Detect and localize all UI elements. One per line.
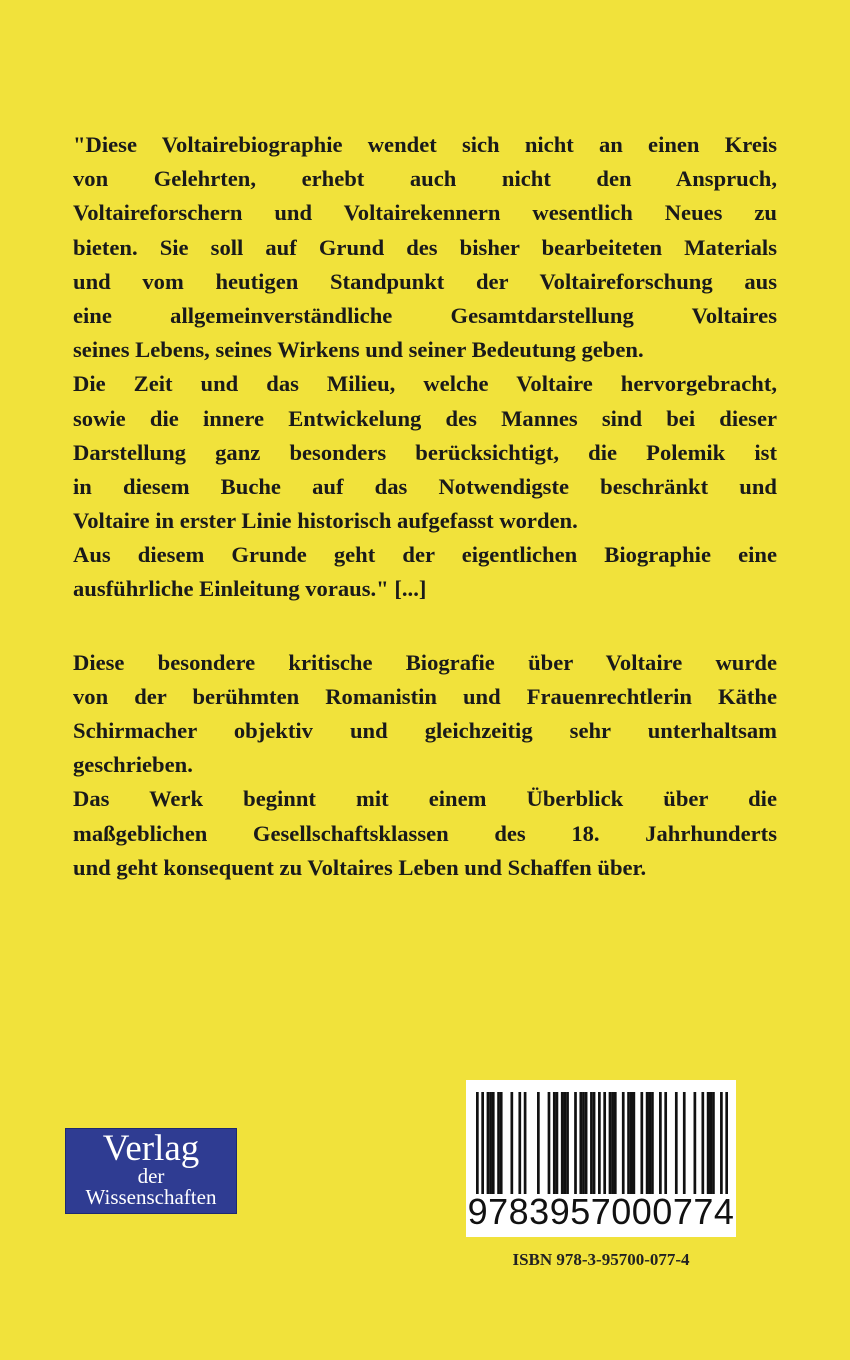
barcode-bar [487,1092,490,1194]
text-line: "Diese Voltairebiographie wendet sich nicht an einen Kreis [73,132,777,157]
barcode-bar [707,1092,710,1194]
barcode-bar [614,1092,617,1194]
barcode-bar [646,1092,649,1194]
text-line: sowie die innere Entwickelung des Mannes sind bei dieser [73,405,777,431]
barcode-bar [579,1092,582,1194]
text-line: bieten. Sie soll auf Grund des bisher bearbeiteten Materials [73,234,777,260]
barcode-bar [510,1092,513,1194]
barcode-digits: 9783957000774 [467,1191,735,1232]
barcode-bar [720,1092,723,1194]
text-line: Aus diesem Grunde geht der eigentlichen Biographie eine [73,542,777,568]
barcode-bar [593,1092,596,1194]
barcode-bar [630,1092,633,1194]
barcode-bar [712,1092,715,1194]
barcode-bar [481,1092,484,1194]
text-line: Die Zeit und das Milieu, welche Voltaire hervorgebracht, [73,371,777,397]
text-line: von Gelehrten, erhebt auch nicht den Anspruch, [73,166,777,192]
barcode-bar [611,1092,614,1194]
barcode-bar [659,1092,662,1194]
text-line: Voltaireforschern und Voltairekennern wesentlich Neues zu [73,200,777,226]
text-line: von der berühmten Romanistin und Frauenrechtlerin Käthe [73,683,777,709]
barcode-bar [709,1092,712,1194]
barcode-bar [566,1092,569,1194]
barcode-bar [651,1092,654,1194]
barcode-bar [492,1092,495,1194]
logo-line-verlag: Verlag [102,1128,200,1169]
barcode-bar [537,1092,540,1194]
barcode-bar [590,1092,593,1194]
back-cover-blurb [73,128,777,885]
barcode-bar [524,1092,527,1194]
barcode-bar [648,1092,651,1194]
barcode-bar [476,1092,479,1194]
barcode-bar [725,1092,728,1194]
barcode-bar [518,1092,521,1194]
barcode-bar [701,1092,704,1194]
barcode-bar [675,1092,678,1194]
barcode-bar [500,1092,503,1194]
text-line: maßgeblichen Gesellschaftsklassen des 18. Jahrhunderts [73,820,777,846]
barcode-bar [598,1092,601,1194]
blurb-paragraph-1 [73,128,777,607]
blurb-paragraph-2 [73,646,777,885]
barcode-bar [694,1092,697,1194]
barcode-bar [556,1092,559,1194]
barcode-bars [476,1092,728,1194]
barcode-bar [574,1092,577,1194]
barcode-bar [497,1092,500,1194]
text-line: eine allgemeinverständliche Gesamtdarstellung Voltaires [73,302,777,328]
barcode [466,1080,736,1237]
logo-line-der: der [137,1164,165,1188]
text-line: und vom heutigen Standpunkt der Voltaireforschung aus [73,268,777,294]
text-line: und geht konsequent zu Voltaires Leben und Schaffen über. [73,854,647,880]
barcode-bar [564,1092,567,1194]
text-line: Voltaire in erster Linie historisch aufgefasst worden. [73,508,578,534]
barcode-bar [561,1092,564,1194]
text-line: in diesem Buche auf das Notwendigste beschränkt und [73,473,777,499]
text-line: Schirmacher objektiv und gleichzeitig sehr unterhaltsam [73,718,777,743]
text-line: Das Werk beginnt mit einem Überblick über die [73,786,777,812]
barcode-bar [609,1092,612,1194]
isbn-number: ISBN 978-3-95700-077-4 [512,1250,690,1269]
barcode-bar [548,1092,551,1194]
publisher-logo [65,1128,237,1214]
barcode-bar [553,1092,556,1194]
text-line: Diese besondere kritische Biografie über Voltaire wurde [73,649,777,675]
barcode-bar [664,1092,667,1194]
barcode-bar [585,1092,588,1194]
barcode-bar [633,1092,636,1194]
barcode-bar [640,1092,643,1194]
logo-line-wissenschaften: Wissenschaften [85,1185,217,1209]
text-line: geschrieben. [73,752,193,778]
text-line: Darstellung ganz besonders berücksichtigt, die Polemik ist [73,439,777,465]
barcode-bar [622,1092,625,1194]
barcode-bar [603,1092,606,1194]
barcode-bar [627,1092,630,1194]
text-line: seines Lebens, seines Wirkens und seiner Bedeutung geben. [73,337,644,363]
barcode-bar [683,1092,686,1194]
text-line: ausführliche Einleitung voraus." [...] [73,576,427,602]
barcode-bar [489,1092,492,1194]
barcode-bar [582,1092,585,1194]
